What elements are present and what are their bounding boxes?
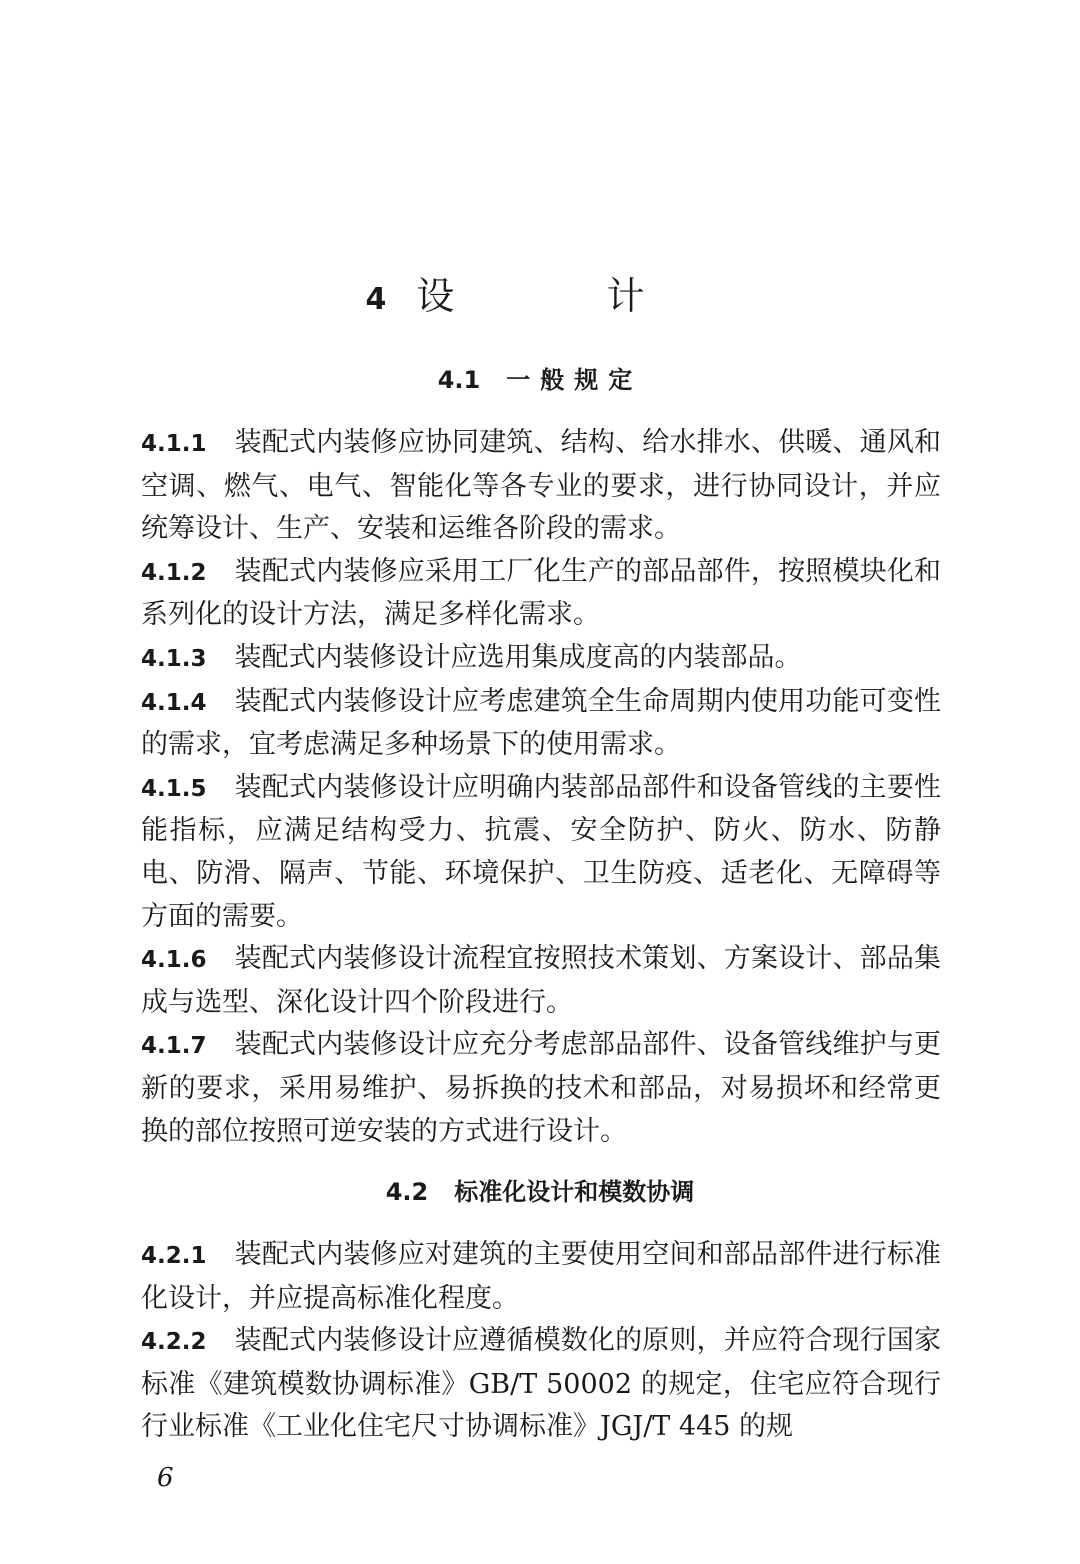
clause-number: 4.2.1 xyxy=(141,1243,207,1269)
clause-4-1-5 xyxy=(141,767,941,938)
section-4-2-body xyxy=(141,1234,941,1449)
section-title: 标准化设计和模数协调 xyxy=(454,1178,695,1206)
clause-4-2-2 xyxy=(141,1320,941,1449)
clause-4-1-6 xyxy=(141,938,941,1024)
clause-text: 装配式内装修设计流程宜按照技术策划、方案设计、部品集成与选型、深化设计四个阶段进行。 xyxy=(141,943,941,1018)
clause-number: 4.1.3 xyxy=(141,645,207,672)
clause-number: 4.1.6 xyxy=(141,947,207,974)
section-title: 一般规定 xyxy=(506,366,643,394)
chapter-title xyxy=(0,268,1080,328)
section-heading-4-2 xyxy=(0,1172,1080,1212)
clause-number: 4.1.7 xyxy=(141,1033,207,1060)
clause-text: 装配式内装修设计应选用集成度高的内装部品。 xyxy=(234,641,802,673)
section-number: 4.2 xyxy=(385,1178,429,1206)
clause-text: 装配式内装修设计应充分考虑部品部件、设备管线维护与更新的要求，采用易维护、易拆换的技术和部品，对易损坏和经常更换的部位按照可逆安装的方式进行设计。 xyxy=(141,1029,941,1147)
section-number: 4.1 xyxy=(437,366,481,394)
clause-4-1-1 xyxy=(141,422,941,551)
section-heading-4-1 xyxy=(0,360,1080,400)
section-4-1-body xyxy=(141,422,941,1153)
clause-4-1-7 xyxy=(141,1024,941,1153)
clause-text: 装配式内装修设计应考虑建筑全生命周期内使用功能可变性的需求，宜考虑满足多种场景下的使用需求。 xyxy=(141,685,941,761)
clause-number: 4.1.5 xyxy=(141,775,207,802)
clause-4-2-1 xyxy=(141,1234,941,1320)
clause-text: 装配式内装修应协同建筑、结构、给水排水、供暖、通风和空调、燃气、电气、智能化等各专业的要求，进行协同设计，并应统筹设计、生产、安装和运维各阶段的需求。 xyxy=(141,427,941,545)
clause-4-1-3 xyxy=(141,637,941,681)
page-number: 6 xyxy=(157,1463,174,1493)
clause-4-1-2 xyxy=(141,551,941,637)
chapter-title-text: 设 计 xyxy=(416,274,715,318)
clause-number: 4.1.1 xyxy=(141,431,207,457)
clause-text: 装配式内装修应对建筑的主要使用空间和部品部件进行标准化设计，并应提高标准化程度。 xyxy=(141,1239,941,1314)
clause-text: 装配式内装修设计应遵循模数化的原则，并应符合现行国家标准《建筑模数协调标准》GB/T 50002 的规定，住宅应符合现行行业标准《工业化住宅尺寸协调标准》JGJ/T 445 的规 xyxy=(141,1325,941,1443)
clause-number: 4.1.4 xyxy=(141,689,207,716)
clause-text: 装配式内装修应采用工厂化生产的部品部件，按照模块化和系列化的设计方法，满足多样化需求。 xyxy=(141,555,941,631)
clause-number: 4.1.2 xyxy=(141,559,207,586)
clause-4-1-4 xyxy=(141,681,941,767)
clause-number: 4.2.2 xyxy=(141,1329,207,1356)
clause-text: 装配式内装修设计应明确内装部品部件和设备管线的主要性能指标，应满足结构受力、抗震、安全防护、防火、防水、防静电、防滑、隔声、节能、环境保护、卫生防疫、适老化、无障碍等方面的需要。 xyxy=(141,771,941,932)
chapter-number: 4 xyxy=(365,282,389,317)
